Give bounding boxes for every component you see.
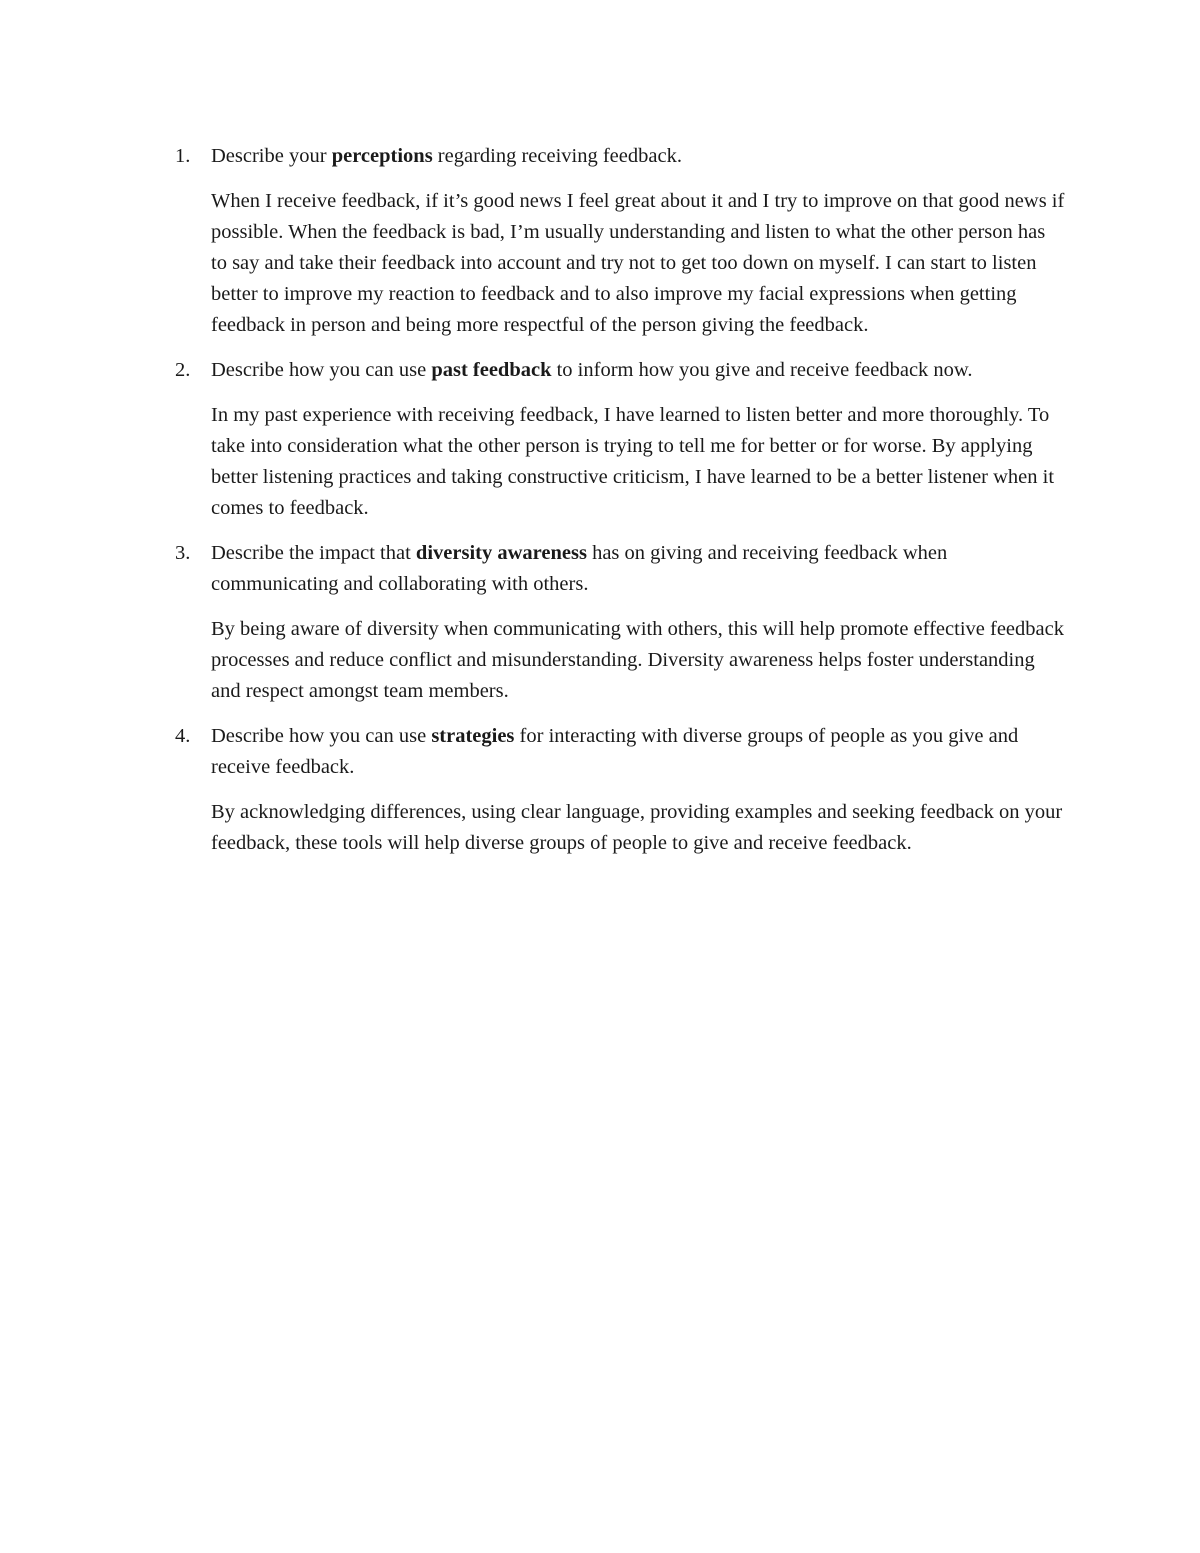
question-pre: Describe how you can use [211,725,432,747]
question-post: has on giving and receiving feedback when communicating and collaborating with others. [211,542,948,595]
list-item [175,721,1065,859]
question-pre: Describe your [211,145,332,167]
question-keyword: diversity awareness [415,542,587,564]
question-pre: Describe the impact that [211,542,416,564]
list-item [175,355,1065,524]
question-pre: Describe how you can use [211,359,432,381]
answer-text: By acknowledging differences, using clear language, providing examples and seeking feedback on your feedback, these tools will help diverse groups of people to give and receive feedback. [211,801,1063,854]
question-keyword: past feedback [431,359,552,381]
item-number: 2. [175,359,191,381]
question-post: to inform how you give and receive feedback now. [551,359,973,381]
question-text [211,538,1065,600]
answer-text: By being aware of diversity when communicating with others, this will help promote effective feedback processes and reduce conflict and misunderstanding. Diversity awareness helps foster understanding and respect amongst team members. [211,618,1064,702]
question-text [211,141,1065,172]
item-number: 1. [175,145,191,167]
answer-text: When I receive feedback, if it’s good news I feel great about it and I try to improve on that good news if possible. When the feedback is bad, I’m usually understanding and listen to what the other person has to say and take their feedback into account and try not to get too down on myself. I can start to listen better to improve my reaction to feedback and to also improve my facial expressions when getting feedback in person and being more respectful of the person giving the feedback. [211,190,1065,336]
item-number: 4. [175,725,191,747]
item-number: 3. [175,542,191,564]
question-list [175,141,1065,873]
question-text [211,355,1065,386]
answer-text: In my past experience with receiving feedback, I have learned to listen better and more thoroughly. To take into consideration what the other person is trying to tell me for better or for worse. By applying better listening practices and taking constructive criticism, I have learned to be a better listener when it comes to feedback. [211,404,1055,519]
question-post: regarding receiving feedback. [432,145,682,167]
list-item [175,538,1065,707]
question-keyword: strategies [431,725,515,747]
question-text [211,721,1065,783]
list-item [175,141,1065,341]
question-keyword: perceptions [331,145,433,167]
question-post: for interacting with diverse groups of people as you give and receive feedback. [211,725,1019,778]
